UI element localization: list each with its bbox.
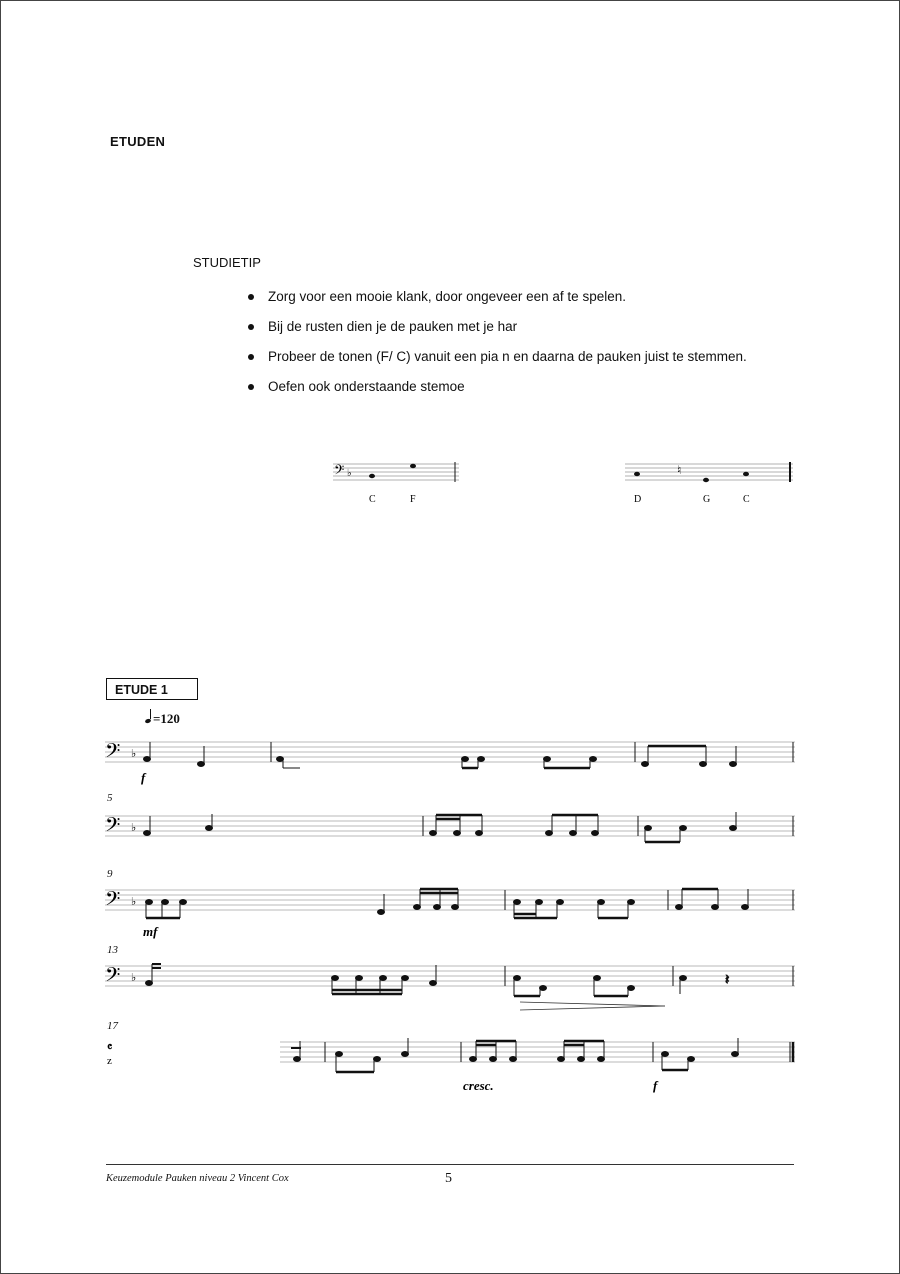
svg-text:♭: ♭	[131, 972, 137, 984]
tuning-staff-2	[625, 460, 795, 506]
decrescendo-hairpin	[520, 1002, 665, 1010]
bass-clef-icon: 𝄢	[105, 815, 121, 841]
staff-system-2	[105, 812, 797, 852]
tempo-marking	[145, 711, 180, 727]
natural-sign-icon: ♮	[677, 463, 682, 477]
staff-system-4	[105, 962, 797, 1014]
dynamic-marking: mf	[143, 924, 158, 939]
staff-system-5	[105, 1038, 797, 1094]
study-tip-bullet: Probeer de tonen (F/ C) vanuit een pia n en daarna de pauken juist te stemmen.	[246, 343, 786, 371]
study-tip-list	[246, 283, 786, 403]
study-tip-title: STUDIETIP	[193, 255, 261, 270]
quarter-rest-icon: 𝄽	[725, 973, 730, 988]
staff-system-3	[105, 886, 797, 942]
tuning-note-label: G	[703, 494, 711, 505]
study-tip-bullet: Zorg voor een mooie klank, door ongeveer een af te spelen.	[246, 283, 786, 311]
svg-text:♭: ♭	[347, 468, 352, 479]
etude-title-box: ETUDE 1	[106, 678, 198, 700]
bass-clef-icon: 𝄢	[105, 889, 121, 915]
tuning-note-label: D	[634, 494, 642, 505]
study-tip-bullet: Oefen ook onderstaande stemoe	[246, 373, 786, 401]
page-number: 5	[445, 1171, 452, 1186]
footer-text: Keuzemodule Pauken niveau 2 Vincent Cox	[106, 1173, 289, 1184]
bass-clef-icon: 𝄢	[105, 965, 121, 991]
dynamic-marking: f	[653, 1078, 658, 1093]
dynamic-marking: f	[141, 770, 146, 785]
tuning-note-label: C	[743, 494, 750, 505]
measure-number: 9	[107, 868, 113, 880]
tuning-staff-1	[333, 460, 463, 506]
svg-text:♭: ♭	[131, 896, 137, 908]
common-time-icon: 𝄴	[107, 1040, 113, 1054]
dynamic-marking: cresc.	[463, 1078, 494, 1093]
tempo-value: =120	[153, 711, 180, 726]
measure-number: 17	[107, 1020, 118, 1032]
bass-clef-icon: 𝄢	[334, 464, 345, 481]
measure-number: 5	[107, 792, 113, 804]
staff-system-1	[105, 738, 797, 788]
footer-divider	[106, 1164, 794, 1165]
study-tip-bullet: Bij de rusten dien je de pauken met je har	[246, 313, 786, 341]
svg-text:z: z	[107, 1055, 112, 1067]
bass-clef-icon: 𝄢	[105, 741, 121, 767]
tuning-note-label: F	[410, 494, 416, 505]
svg-text:♭: ♭	[131, 822, 137, 834]
svg-text:♭: ♭	[131, 748, 137, 760]
measure-number: 13	[107, 944, 118, 956]
section-heading: ETUDEN	[110, 134, 166, 149]
tuning-note-label: C	[369, 494, 376, 505]
